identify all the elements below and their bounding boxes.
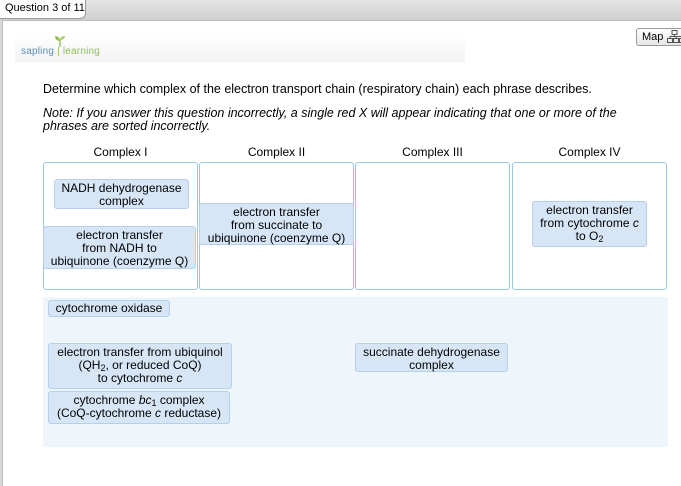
item-electron-transfer-ubiquinol-to-cytochrome-c[interactable] xyxy=(48,343,232,389)
item-line: complex xyxy=(55,195,188,208)
logo-wordmark: sapling | learning xyxy=(21,46,100,57)
sapling-logo xyxy=(15,36,465,62)
column-heading-complex-1: Complex I xyxy=(43,145,198,159)
item-text: cytochrome xyxy=(73,393,135,407)
item-text: (CoQ-cytochrome xyxy=(57,406,152,420)
item-line: electron transfer xyxy=(200,206,353,219)
item-line: electron transfer xyxy=(44,229,195,242)
question-frame xyxy=(2,20,681,486)
question-tab-bar xyxy=(0,0,681,20)
item-text: from cytochrome xyxy=(540,216,629,230)
column-heading-complex-4: Complex IV xyxy=(512,145,667,159)
map-icon xyxy=(667,30,681,44)
item-text: , or reduced CoQ) xyxy=(105,358,201,372)
map-button[interactable] xyxy=(636,28,681,46)
column-heading-complex-3: Complex III xyxy=(355,145,510,159)
item-line xyxy=(533,230,646,243)
item-subscript: 2 xyxy=(100,363,105,373)
item-text: (QH xyxy=(78,358,100,372)
item-line: NADH dehydrogenase xyxy=(55,182,188,195)
item-line: electron transfer from ubiquinol xyxy=(49,346,231,359)
item-line: succinate dehydrogenase xyxy=(356,346,507,359)
item-text-italic: c xyxy=(176,371,182,385)
item-text-italic: c xyxy=(155,406,161,420)
item-electron-transfer-cytochrome-c-to-o2[interactable] xyxy=(532,201,647,247)
item-text: to O xyxy=(576,229,599,243)
item-succinate-dehydrogenase-complex[interactable] xyxy=(355,343,508,372)
item-text: to cytochrome xyxy=(98,371,173,385)
item-subscript: 1 xyxy=(152,398,157,408)
question-tab[interactable]: Question 3 of 11 xyxy=(0,0,86,19)
item-line: from NADH to xyxy=(44,242,195,255)
item-cytochrome-bc1-complex[interactable] xyxy=(48,391,230,424)
item-text-italic: bc xyxy=(139,393,152,407)
question-note: Note: If you answer this question incorrectly, a single red X will appear indicating that one or more of the phrases are sorted incorrectly. xyxy=(43,107,643,133)
column-heading-complex-2: Complex II xyxy=(199,145,354,159)
map-button-label: Map xyxy=(642,31,663,43)
question-prompt: Determine which complex of the electron transport chain (respiratory chain) each phrase describes. xyxy=(43,82,592,96)
bin-complex-3[interactable] xyxy=(355,162,510,290)
item-line xyxy=(49,407,229,420)
item-line: ubiquinone (coenzyme Q) xyxy=(200,232,353,245)
item-line: ubiquinone (coenzyme Q) xyxy=(44,255,195,268)
item-cytochrome-oxidase[interactable] xyxy=(48,300,170,317)
item-text: reductase) xyxy=(161,406,221,420)
item-text: complex xyxy=(157,393,205,407)
item-electron-transfer-nadh-to-ubiquinone[interactable] xyxy=(43,226,196,269)
item-subscript: 2 xyxy=(598,234,603,244)
logo-brand-b: learning xyxy=(63,46,100,57)
item-line xyxy=(49,372,231,385)
item-electron-transfer-succinate-to-ubiquinone[interactable] xyxy=(199,203,354,245)
item-text-italic: c xyxy=(633,216,639,230)
item-nadh-dehydrogenase-complex[interactable] xyxy=(54,179,189,209)
item-line: cytochrome oxidase xyxy=(49,302,169,315)
item-line: from succinate to xyxy=(200,219,353,232)
item-line: electron transfer xyxy=(533,204,646,217)
item-line: complex xyxy=(356,359,507,372)
logo-brand-a: sapling xyxy=(21,46,54,57)
